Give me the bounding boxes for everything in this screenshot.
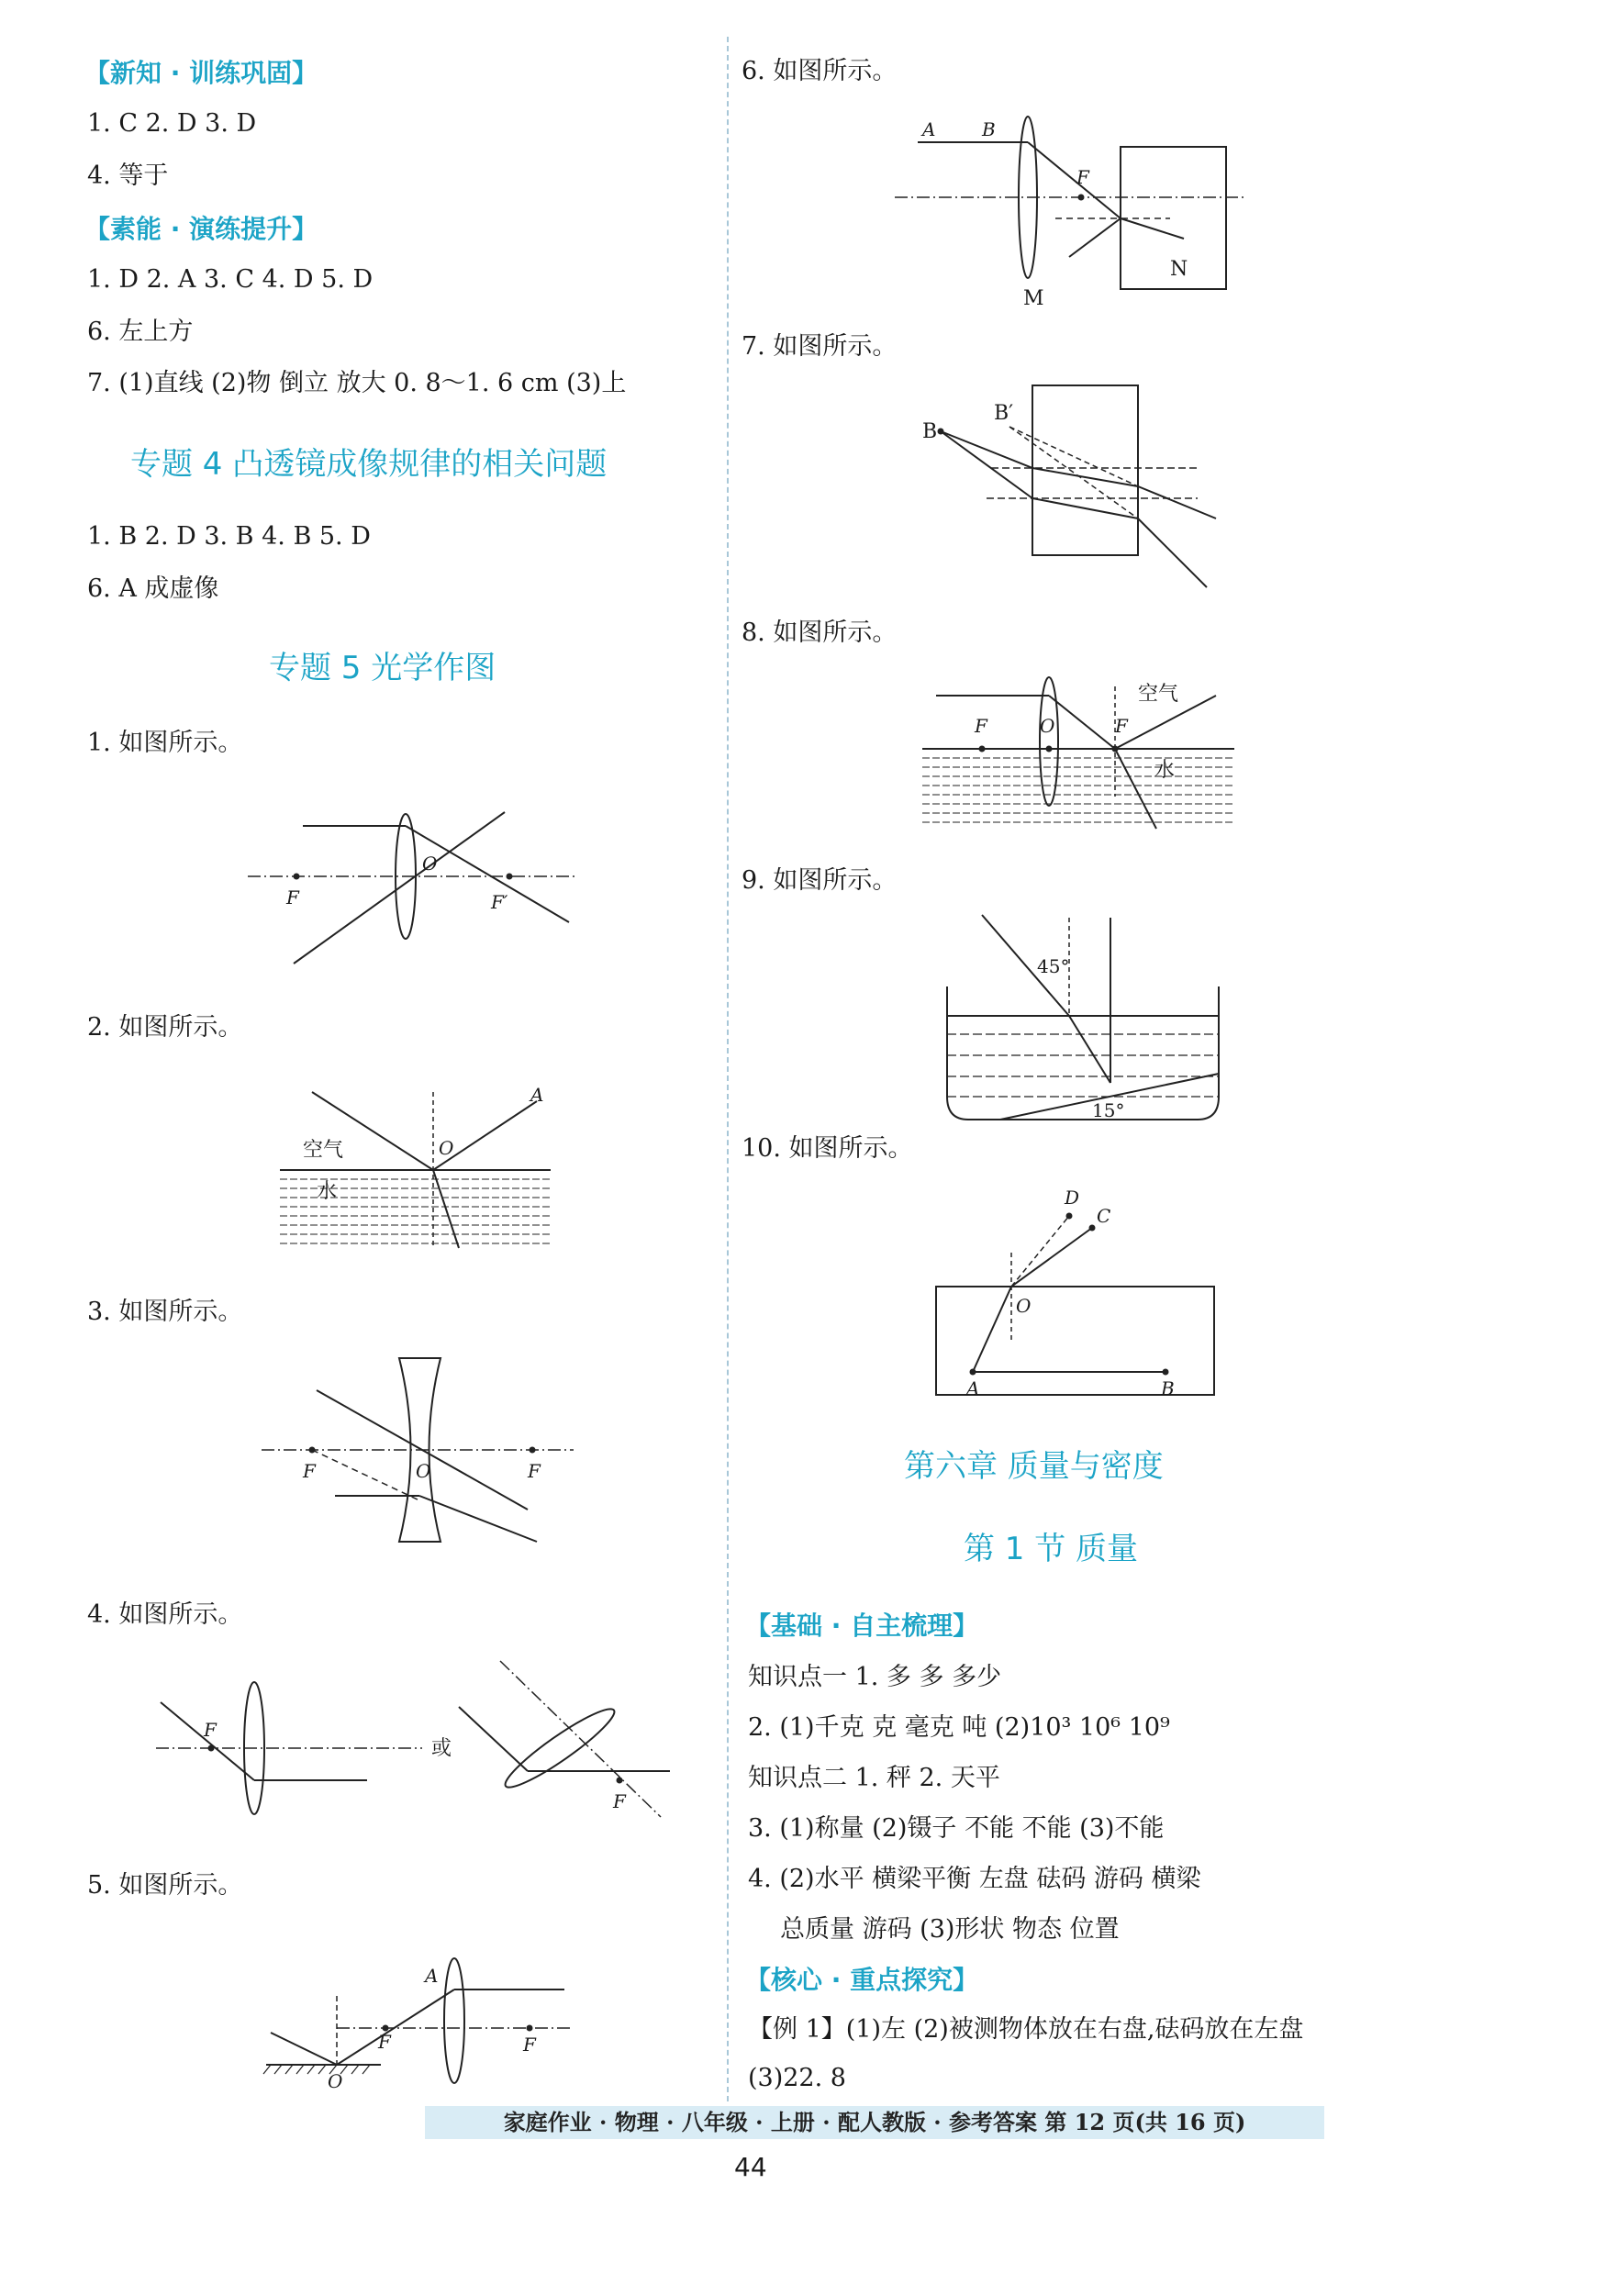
knowledge-point-2: 知识点二 1. 秤 2. 天平 [748, 1764, 1000, 1792]
answer-line: 7. (1)直线 (2)物 倒立 放大 0. 8～1. 6 cm (3)上 [87, 369, 627, 397]
figure-1-convex-lens [248, 798, 587, 982]
question-10: 10. 如图所示。 [742, 1134, 913, 1163]
label-O: O [328, 2070, 343, 2092]
section-tag-basic: 【基础 · 自主梳理】 [745, 1611, 979, 1641]
knowledge-point-1: 知识点一 1. 多 多 多少 [748, 1663, 1002, 1691]
figure-9-tank-mirror [945, 913, 1221, 1124]
label-D: D [1065, 1187, 1080, 1209]
label-F-prime: F′ [491, 891, 508, 913]
example-1: 【例 1】(1)左 (2)被测物体放在右盘,砝码放在左盘 [748, 2015, 1304, 2044]
label-air: 空气 [1138, 683, 1179, 706]
question-7: 7. 如图所示。 [742, 332, 898, 361]
section-tag-new-knowledge: 【新知 · 训练巩固】 [84, 58, 318, 88]
label-F: F [204, 1719, 217, 1741]
answer-line: 6. 左上方 [87, 318, 194, 346]
figure-6-lens-glass [895, 110, 1262, 310]
page-footer: 家庭作业 · 物理 · 八年级 · 上册 · 配人教版 · 参考答案 第 12 页(共 16 页) [425, 2106, 1324, 2139]
label-N: N [1170, 258, 1188, 281]
answer-line: 1. B 2. D 3. B 4. B 5. D [87, 522, 371, 551]
label-O: O [1040, 715, 1055, 737]
label-B: B [1161, 1377, 1175, 1399]
answer-line: 6. A 成虚像 [87, 574, 219, 603]
label-F: F [1076, 166, 1089, 188]
answer-line: 1. D 2. A 3. C 4. D 5. D [87, 265, 374, 294]
figure-5-mirror-lens [262, 1955, 592, 2092]
label-C: C [1097, 1205, 1111, 1227]
label-O: O [439, 1137, 454, 1159]
figure-10-glass-reflection [931, 1184, 1225, 1413]
question-2: 2. 如图所示。 [87, 1013, 243, 1042]
section-title: 第 1 节 质量 [964, 1531, 1139, 1567]
section-tag-skills: 【素能 · 演练提升】 [84, 214, 318, 244]
page-number: 44 [734, 2152, 767, 2182]
label-A: A [425, 1965, 439, 1987]
topic-4-title: 专题 4 凸透镜成像规律的相关问题 [130, 446, 608, 483]
topic-5-title: 专题 5 光学作图 [269, 650, 496, 686]
example-1b: (3)22. 8 [748, 2064, 846, 2092]
label-F: F [303, 1460, 316, 1482]
knowledge-point-2-3: 3. (1)称量 (2)镊子 不能 不能 (3)不能 [748, 1814, 1165, 1843]
label-A: A [966, 1377, 980, 1399]
answer-line: 4. 等于 [87, 162, 169, 190]
label-A: A [530, 1084, 544, 1106]
or-text: 或 [431, 1737, 452, 1760]
question-8: 8. 如图所示。 [742, 619, 898, 647]
figure-4-convex-lens-focus [156, 1661, 688, 1826]
figure-3-concave-lens [262, 1354, 592, 1546]
question-4: 4. 如图所示。 [87, 1600, 243, 1629]
chapter-title: 第六章 质量与密度 [904, 1448, 1164, 1485]
question-9: 9. 如图所示。 [742, 866, 898, 895]
knowledge-point-2-4: 4. (2)水平 横梁平衡 左盘 砝码 游码 横梁 [748, 1865, 1201, 1893]
figure-2-refraction [275, 1074, 569, 1257]
knowledge-point-1-2: 2. (1)千克 克 毫克 吨 (2)10³ 10⁶ 10⁹ [748, 1713, 1170, 1742]
label-A: A [922, 118, 936, 140]
label-B: B [922, 420, 938, 443]
question-5: 5. 如图所示。 [87, 1871, 243, 1900]
label-45deg: 45° [1037, 955, 1070, 977]
label-water: 水 [317, 1180, 338, 1203]
label-F: F [286, 886, 299, 908]
label-F: F [975, 715, 987, 737]
label-B-prime: B′ [994, 402, 1014, 425]
question-3: 3. 如图所示。 [87, 1298, 243, 1326]
question-1: 1. 如图所示。 [87, 729, 243, 757]
label-F: F [1115, 715, 1128, 737]
label-air: 空气 [303, 1139, 344, 1162]
figure-7-glass-block [922, 381, 1234, 601]
label-water: 水 [1154, 759, 1176, 782]
figure-8-lens-water [918, 668, 1248, 852]
label-F: F [613, 1790, 626, 1812]
label-B: B [982, 118, 996, 140]
label-F: F [378, 2031, 391, 2053]
question-6: 6. 如图所示。 [742, 57, 898, 85]
label-15deg: 15° [1092, 1099, 1125, 1121]
knowledge-point-2-4b: 总质量 游码 (3)形状 物态 位置 [780, 1915, 1120, 1944]
label-O: O [422, 853, 438, 875]
label-O: O [416, 1460, 431, 1482]
label-F: F [523, 2034, 536, 2056]
label-O: O [1016, 1295, 1032, 1317]
column-divider [727, 37, 729, 2101]
label-M: M [1023, 287, 1044, 310]
label-F: F [528, 1460, 541, 1482]
section-tag-core: 【核心 · 重点探究】 [745, 1965, 979, 1995]
answer-line: 1. C 2. D 3. D [87, 109, 257, 138]
